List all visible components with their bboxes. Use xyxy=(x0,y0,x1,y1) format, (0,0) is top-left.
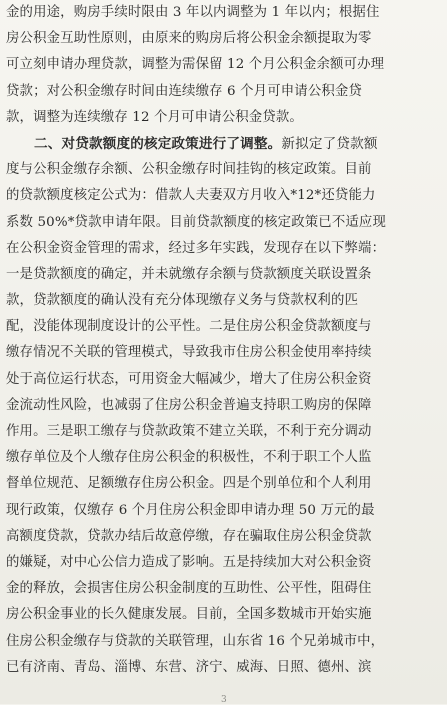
text-line: 度与公积金缴存余额、公积金缴存时间挂钩的核定政策。目前 xyxy=(6,162,372,178)
section-heading-line xyxy=(6,131,442,157)
text-line: 现行政策，仅缴存 6 个月住房公积金即申请办理 50 万元的最 xyxy=(6,502,375,518)
text-line: 金的释放，会损害住房公积金制度的互助性、公平性，阻碍住 xyxy=(6,581,372,597)
text-line: 住房公积金缴存与贷款的关联管理，山东省 16 个兄弟城市中， xyxy=(6,633,385,649)
text-line: 处于高位运行状态，可用资金大幅减少，增大了住房公积金资 xyxy=(6,371,372,387)
text-line: 高额度贷款，贷款办结后故意停缴，存在骗取住房公积金贷款 xyxy=(6,528,372,544)
section-heading: 二、对贷款额度的核定政策进行了调整。 xyxy=(34,135,282,152)
text-line: 可立刻申请办理贷款，调整为需保留 12 个月公积金余额可办理 xyxy=(6,57,385,73)
page-number: 3 xyxy=(221,695,227,705)
text-line: 房公积金事业的长久健康发展。目前，全国多数城市开始实施 xyxy=(6,607,372,623)
text-line: 作用。三是职工缴存与贷款政策不建立关联，不利于充分调动 xyxy=(6,424,372,439)
section-heading-continuation: 新拟定了贷款额 xyxy=(281,135,378,152)
text-line: 一是贷款额度的确定，并未就缴存余额与贷款额度关联设置条 xyxy=(6,266,372,282)
text-line: 缴存单位及个人缴存住房公积金的积极性，不利于职工个人监 xyxy=(6,450,372,466)
text-line: 配，没能体现制度设计的公平性。二是住房公积金贷款额度与 xyxy=(6,319,372,335)
text-line: 缴存情况不关联的管理模式，导致我市住房公积金使用率持续 xyxy=(6,345,372,361)
text-line: 金的用途，购房手续时限由 3 年以内调整为 1 年以内；根据住 xyxy=(6,5,380,20)
text-line: 在公积金资金管理的需求，经过多年实践，发现存在以下弊端： xyxy=(6,240,386,256)
text-line: 款，贷款额度的确认没有充分体现缴存义务与贷款权利的匹 xyxy=(6,293,359,309)
text-line: 金流动性风险，也减弱了住房公积金普遍支持职工购房的保障 xyxy=(6,397,372,413)
text-line: 系数 50%*贷款申请年限。目前贷款额度的核定政策已不适应现 xyxy=(6,214,386,230)
text-line: 督单位规范、足额缴存住房公积金。四是个别单位和个人利用 xyxy=(6,476,372,492)
text-line: 的嫌疑，对中心公信力造成了影响。五是持续加大对公积金资 xyxy=(6,554,372,570)
text-line: 已有济南、青岛、淄博、东营、济宁、威海、日照、德州、滨 xyxy=(6,659,372,675)
text-line: 房公积金互助性原则，由原来的购房后将公积金余额提取为零 xyxy=(6,31,372,47)
text-line: 款，调整为连续缴存 12 个月可申请公积金贷款。 xyxy=(6,109,303,125)
document-body xyxy=(6,0,442,681)
text-line: 贷款；对公积金缴存时间由连续缴存 6 个月可申请公积金贷 xyxy=(6,83,362,99)
text-line: 的贷款额度核定公式为：借款人夫妻双方月收入*12*还贷能力 xyxy=(6,188,376,204)
